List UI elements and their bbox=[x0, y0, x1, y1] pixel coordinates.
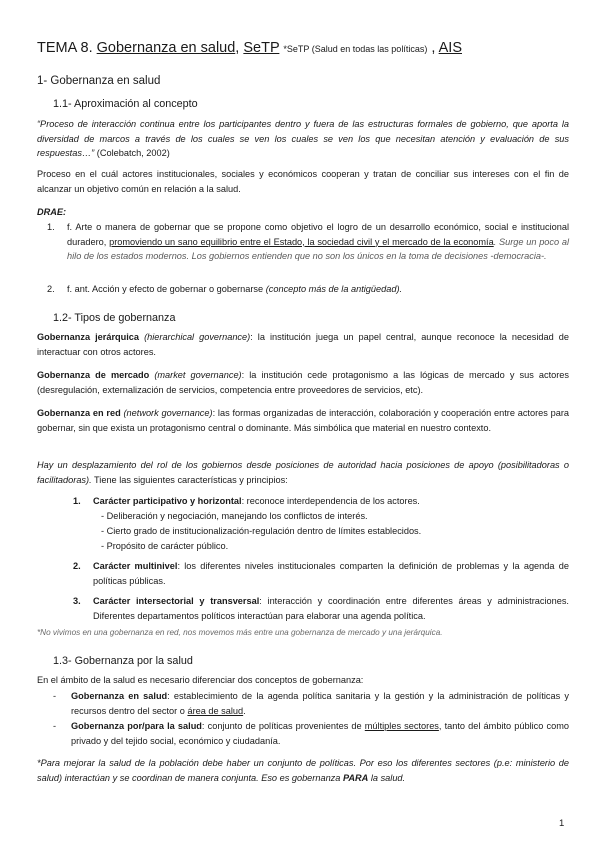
final-note: *Para mejorar la salud de la población debe haber un conjunto de políticas. Por eso los diferentes sectores (p.e: ministerio de salud) interactúan y se coordinan de manera conjunta. Eso es gobernanza PARA la salud. bbox=[37, 758, 569, 783]
characteristic-3: 3. Carácter intersectorial y transversal: interacción y coordinación entre diferentes áreas y administraciones. Diferentes departamentos políticos interactúan para elaborar una agenda política. bbox=[73, 596, 569, 621]
definition-paragraph: Proceso en el cuál actores institucionales, sociales y económicos cooperan y tratan de conciliar sus intereses con el fin de alcanzar un objetivo común en relación a la salud. bbox=[37, 169, 569, 194]
title-gobernanza: Gobernanza en salud bbox=[96, 40, 236, 56]
drae-item-1: 1. f. Arte o manera de gobernar que se propone como objetivo el logro de un desarrollo económico, social e institucional duradero, promoviendo un sano equilibrio entre el Estado, la sociedad civil y el mercado de la economía. Surge un poco al hilo de los estados modernos. Los gobiernos entienden que no son los únicos en la toma de decisiones -democracia-. bbox=[47, 222, 569, 262]
drae-item-2: 2. f. ant. Acción y efecto de gobernar o gobernarse (concepto más de la antigüedad). bbox=[47, 284, 403, 294]
characteristic-1: 1. Carácter participativo y horizontal: reconoce interdependencia de los actores. bbox=[73, 496, 420, 506]
drae-label: DRAE: bbox=[37, 207, 67, 217]
gobernanza-jerarquica: Gobernanza jerárquica (hierarchical governance): la institución juega un papel central, aunque reconoce la necesidad de interactuar con otros actores. bbox=[37, 332, 569, 357]
section-1-1-heading: 1.1- Aproximación al concepto bbox=[53, 98, 198, 110]
title-note: *SeTP (Salud en todas las políticas) bbox=[283, 44, 428, 54]
document-title: TEMA 8. Gobernanza en salud, SeTP *SeTP (Salud en todas las políticas) , AIS bbox=[37, 40, 462, 56]
gobernanza-mercado: Gobernanza de mercado (market governance): la institución cede protagonismo a las lógicas de mercado y sus actores (desregulación, externalización de servicios, competencia entre proveedores de servicios, etc). bbox=[37, 370, 570, 395]
page-number: 1 bbox=[559, 818, 565, 829]
quote-paragraph: “Proceso de interacción continua entre los participantes dentro y fuera de las estructuras formales de gobierno, que aporta la diversidad de marcos a través de los cuales se ven los cuales se ven los que necesitan atención y evaluación de sus respuestas…” (Colebatch, 2002) bbox=[37, 119, 569, 159]
shift-paragraph: Hay un desplazamiento del rol de los gobiernos desde posiciones de autoridad hacia posiciones de apoyo (posibilitadoras o facilitadoras). Tiene las siguientes características y principios: bbox=[37, 460, 569, 485]
drae-underlined: promoviendo un sano equilibrio entre el Estado, la sociedad civil y el mercado de la economía bbox=[109, 236, 494, 247]
bullet-gobernanza-por-salud: - Gobernanza por/para la salud: conjunto de políticas provenientes de múltiples sectores, tanto del ámbito público como privado y del tejido social, económico y ciudadanía. bbox=[53, 721, 569, 746]
characteristic-1-sub-3: - Propósito de carácter público. bbox=[101, 541, 229, 551]
characteristic-2: 2. Carácter multinivel: los diferentes niveles institucionales comparten la definición de problemas y la agenda de políticas públicas. bbox=[73, 561, 569, 586]
section-1-3-heading: 1.3- Gobernanza por la salud bbox=[53, 655, 193, 667]
title-setp: SeTP bbox=[243, 40, 280, 56]
gobernanza-red: Gobernanza en red (network governance): las formas organizadas de interacción, colaboración y cooperación entre actores para gobernar, sin que exista un protagonismo central o dominante. Más simbólica que material en nuestro contexto. bbox=[37, 408, 570, 433]
characteristic-1-sub-1: - Deliberación y negociación, manejando los conflictos de interés. bbox=[101, 511, 368, 521]
section-1-2-heading: 1.2- Tipos de gobernanza bbox=[53, 312, 176, 324]
characteristic-1-sub-2: - Cierto grado de institucionalización-regulación dentro de límites establecidos. bbox=[101, 526, 422, 536]
bullet-gobernanza-en-salud: - Gobernanza en salud: establecimiento de la agenda política sanitaria y la gestión y la administración de políticas y recursos dentro del sector o área de salud. bbox=[53, 691, 569, 716]
footnote-gobernanza: *No vivimos en una gobernanza en red, nos movemos más entre una gobernanza de mercado y una jerárquica. bbox=[37, 628, 443, 637]
salud-intro: En el ámbito de la salud es necesario diferenciar dos conceptos de gobernanza: bbox=[37, 675, 364, 685]
section-1-heading: 1- Gobernanza en salud bbox=[37, 75, 161, 87]
title-ais: AIS bbox=[438, 40, 462, 56]
